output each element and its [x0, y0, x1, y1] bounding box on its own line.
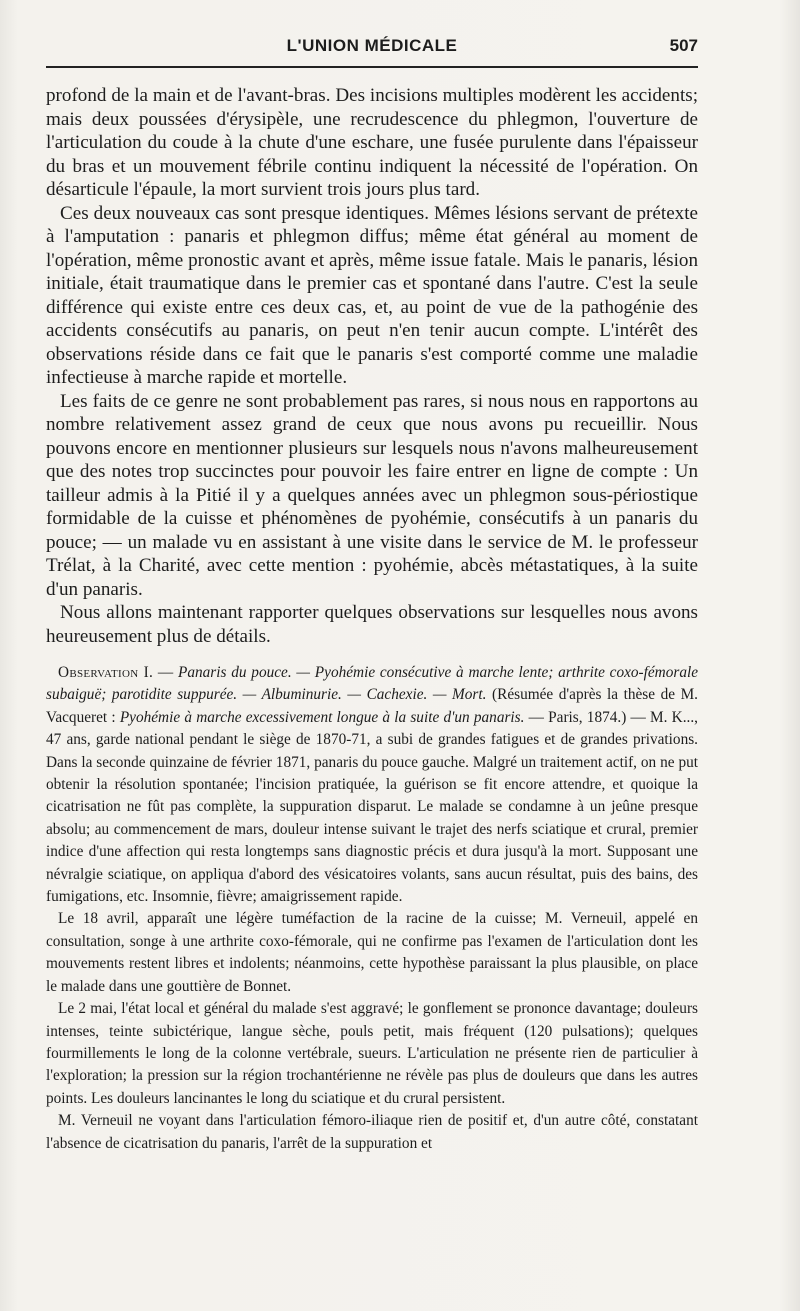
observation-paragraph — [46, 662, 698, 908]
paragraph: M. Verneuil ne voyant dans l'articulation fémoro-iliaque rien de positif et, d'un autre côté, constatant l'absence de cicatrisation du panaris, l'arrêt de la suppuration et — [46, 1112, 698, 1152]
page-number: 507 — [669, 36, 698, 55]
paragraph: profond de la main et de l'avant-bras. Des incisions multiples modèrent les accidents; mais deux poussées d'érysipèle, une recrudescence du phlegmon, l'ouverture de l'articulation du coude à la chute d'une eschare, une fusée purulente dans l'épaisseur du bras et un mouvement fébrile continu indiquent la nécessité de l'opération. On désarticule l'épaule, la mort survient trois jours plus tard. — [46, 85, 698, 200]
page-header — [46, 36, 698, 60]
running-title: L'UNION MÉDICALE — [286, 36, 458, 55]
paragraph: Le 18 avril, apparaît une légère tuméfaction de la racine de la cuisse; M. Verneuil, appelé en consultation, songe à une arthrite coxo-fémorale, qui ne confirme pas l'examen de l'articulation dont les mouvements restent libres et indolents; néanmoins, cette hypothèse paraissant la plus plausible, on place le malade dans une gouttière de Bonnet. — [46, 910, 698, 995]
observation-label: Observation I. — [58, 664, 154, 681]
paragraph: Ces deux nouveaux cas sont presque identiques. Mêmes lésions servant de prétexte à l'amputation : panaris et phlegmon diffus; même état général au moment de l'opération, même pronostic avant et après, même issue fatale. Mais le panaris, lésion initiale, était traumatique dans le premier cas et spontané dans l'autre. C'est la seule différence qui existe entre ces deux cas, et, au point de vue de la pathogénie des accidents consécutifs au panaris, on peut n'en tenir aucun compte. L'intérêt des observations réside dans ce fait que le panaris s'est comporté comme une maladie infectieuse à marche rapide et mortelle. — [46, 202, 698, 388]
paragraph: Nous allons maintenant rapporter quelques observations sur lesquelles nous avons heureusement plus de détails. — [46, 602, 698, 647]
paragraph: Le 2 mai, l'état local et général du malade s'est aggravé; le gonflement se prononce davantage; douleurs intenses, teinte subictérique, langue sèche, pouls petit, mais fréquent (120 pulsations); quelques fourmillements le long de la colonne vertébrale, sueurs. L'articulation ne présente rien de particulier à l'exploration; la pression sur la région trochantérienne ne révèle pas plus de douleurs que dans les autres points. Les douleurs lancinantes le long du sciatique et du crural persistent. — [46, 1000, 698, 1107]
observation-body: — Paris, 1874.) — M. K..., 47 ans, garde national pendant le siège de 1870-71, a subi de grandes fatigues et de grandes privations. Dans la seconde quinzaine de février 1871, panaris du pouce gauche. Malgré un traitement actif, on ne put obtenir la résolution spontanée; l'incision pratiquée, la guérison se fit encore attendre, et quoique la cicatrisation ne fût pas complète, la suppuration disparut. Le malade se condamne à un jeûne presque absolu; au commencement de mars, douleur intense suivant le trajet des nerfs sciatique et crural, premier indice d'une affection qui resta longtemps sans diagnostic précis et dura jusqu'à la mort. Supposant une névralgie sciatique, on appliqua d'abord des vésicatoires volants, sans aucun résultat, puis des bains, des fumigations, etc. Insomnie, fièvre; amaigrissement rapide. — [46, 708, 698, 906]
main-text — [46, 84, 698, 648]
body-text — [46, 84, 698, 1155]
observation-resume-prefix: (Résumée d'après la thèse de M. Vacqueret : — [46, 686, 699, 726]
thesis-title: Pyohémie à marche excessivement longue à la suite d'un panaris. — [119, 708, 525, 726]
observation-dash: — — [153, 664, 178, 681]
paragraph: Les faits de ce genre ne sont probablement pas rares, si nous nous en rapportons au nombre relativement assez grand de ceux que nous avons pu recueillir. Nous pouvons encore en mentionner plusieurs sur lesquels nous n'avons malheureusement que des notes trop succinctes pour pouvoir les faire entrer en ligne de compte : Un tailleur admis à la Pitié il y a quelques années avec un phlegmon sous-périostique formidable de la cuisse et phénomènes de pyohémie, consécutifs à un panaris du pouce; — un malade vu en assistant à une visite dans le service de M. le professeur Trélat, à la Charité, avec cette mention : pyohémie, abcès métastatiques, à la suite d'un panaris. — [46, 390, 698, 600]
header-rule — [46, 66, 698, 68]
observation-title: Panaris du pouce. — Pyohémie consécutive à marche lente; arthrite coxo-fémorale subaiguë; parotidite suppurée. — Albuminurie. — Cachexie. — Mort. — [46, 664, 699, 704]
observation-section — [46, 662, 698, 1155]
